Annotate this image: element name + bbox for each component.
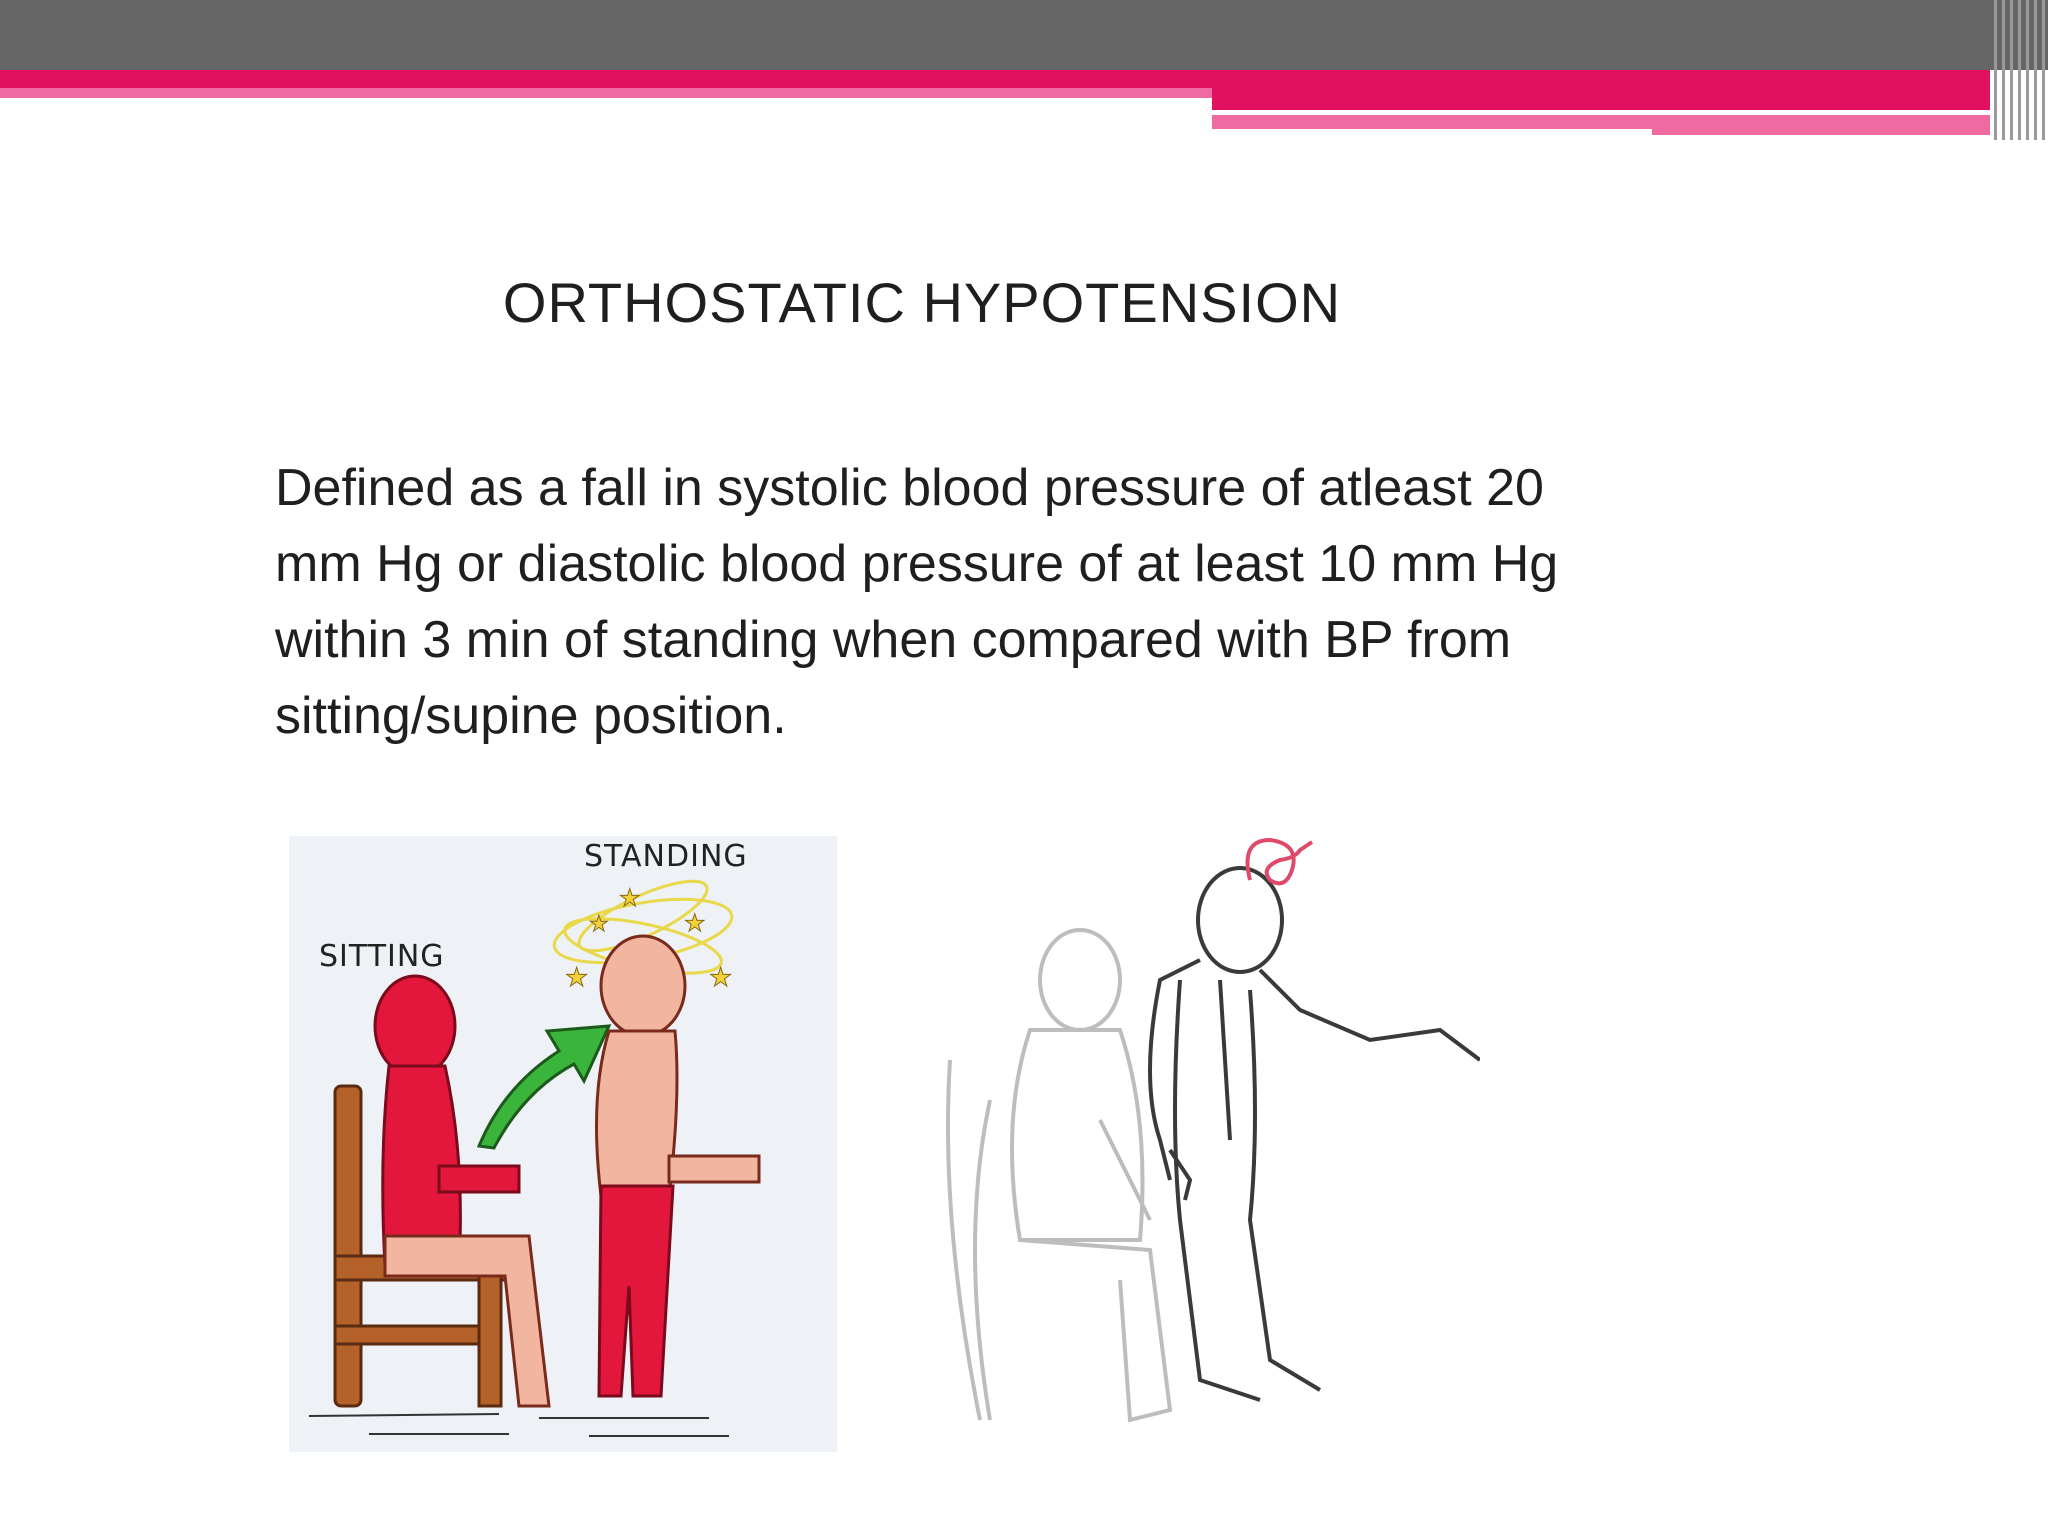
label-standing: STANDING	[584, 839, 748, 874]
slide-body-text: Defined as a fall in systolic blood pressure of atleast 20 mm Hg or diastolic blood pressure of at least 10 mm Hg within 3 min of standing when compared with BP from sitting/supine position.	[275, 459, 1559, 745]
header-magenta-stripe-right	[1212, 88, 1990, 110]
ground-lines	[309, 1414, 729, 1436]
label-sitting: SITTING	[319, 939, 445, 974]
arrow-up-right-icon	[479, 1026, 609, 1148]
header-gray-bar	[0, 0, 2048, 70]
svg-text:★: ★	[619, 885, 641, 912]
dizzy-spiral-icon	[1248, 840, 1313, 883]
sitting-standing-illustration	[289, 836, 837, 1452]
dizzy-man-sketch	[920, 820, 1480, 1440]
header-pink-stripe-right	[1212, 115, 1990, 129]
faint-sitting-figure	[948, 930, 1170, 1420]
svg-text:★: ★	[709, 962, 733, 992]
slide-title: ORTHOSTATIC HYPOTENSION	[502, 271, 1342, 334]
standing-figure	[597, 936, 760, 1396]
header-pink-stripe-tail	[1652, 129, 1990, 135]
svg-text:★: ★	[565, 962, 589, 992]
header-pink-stripe-left	[0, 88, 1212, 98]
header-magenta-stripe	[0, 70, 1990, 88]
svg-text:★: ★	[684, 910, 706, 937]
dizzy-standing-man	[1150, 868, 1480, 1400]
svg-text:★: ★	[589, 911, 609, 936]
header-edge-lines	[1990, 0, 2048, 140]
